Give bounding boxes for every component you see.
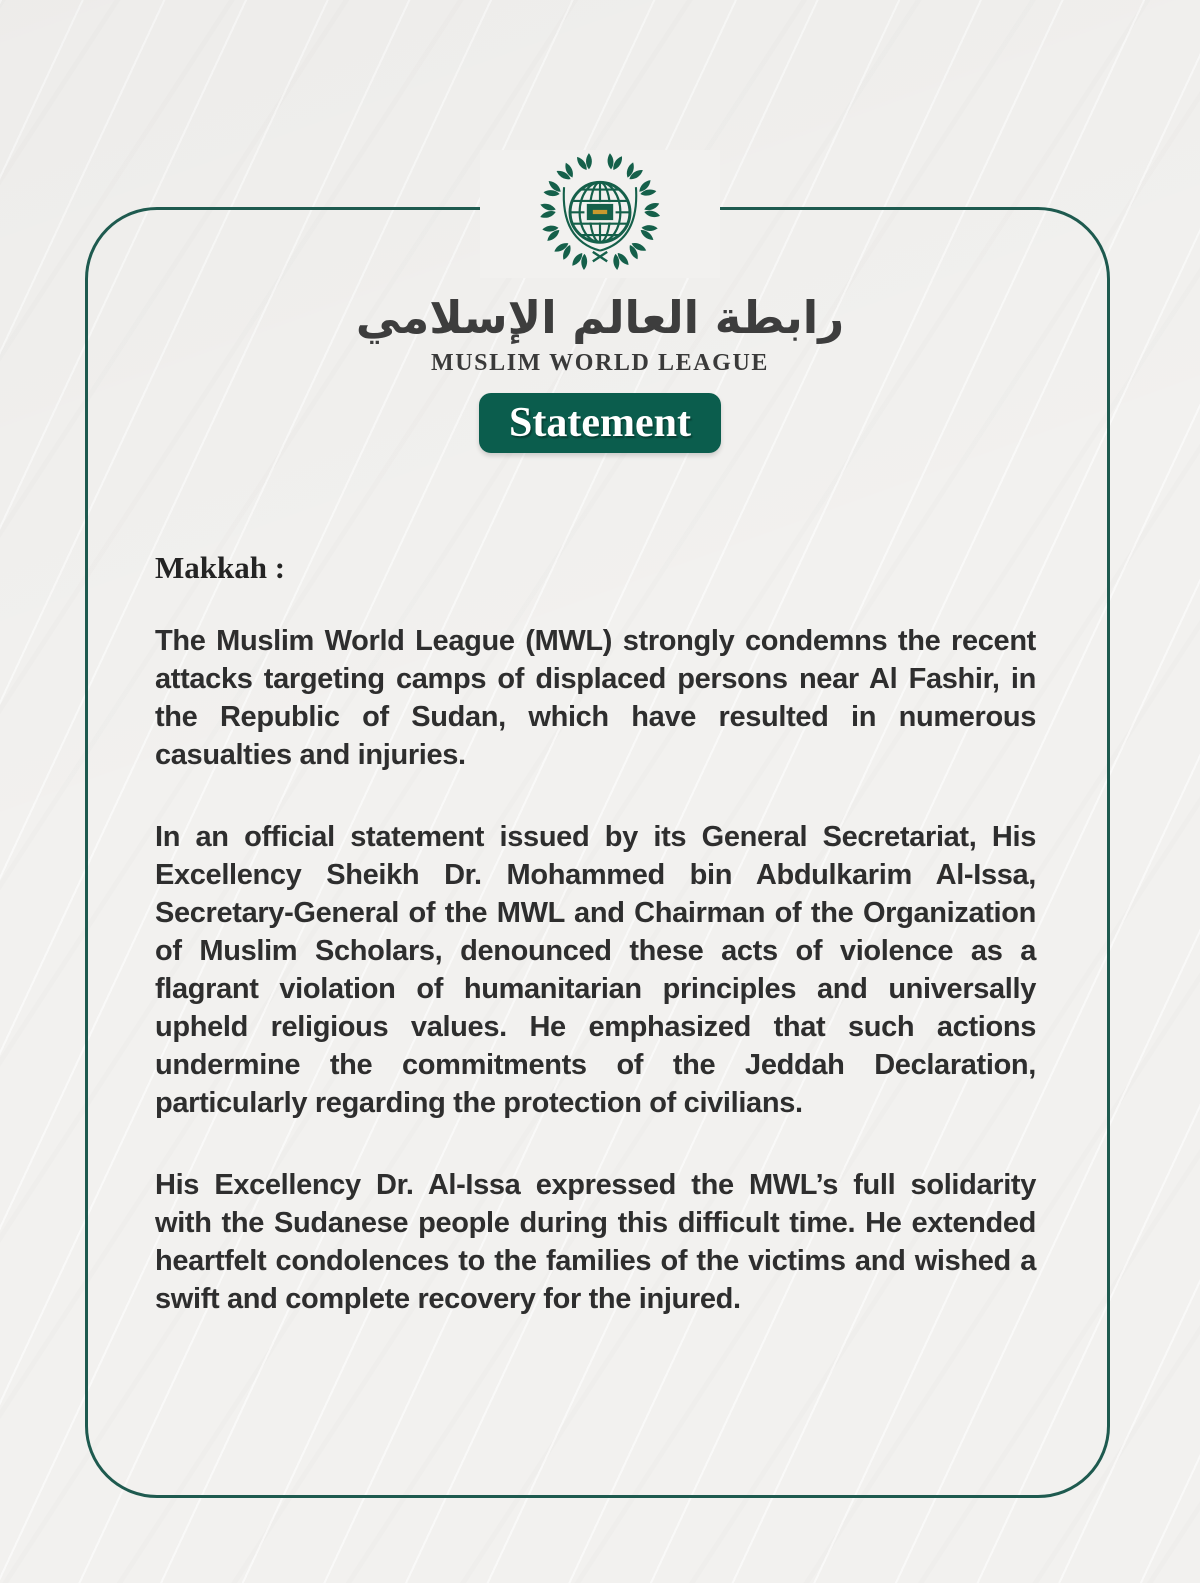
statement-body [155, 550, 1036, 1362]
mwl-arabic-name: رابطة العالم الإسلامي [355, 291, 845, 344]
mwl-logo-block [0, 150, 1200, 453]
mwl-english-name: MUSLIM WORLD LEAGUE [431, 350, 769, 377]
statement-paragraph-1: The Muslim World League (MWL) strongly condemns the recent attacks targeting camps of displaced persons near Al Fashir, in the Republic of Sudan, which have resulted in numerous casualties and injuries. [155, 625, 1036, 771]
statement-badge: Statement [479, 393, 721, 453]
statement-paragraph-2: In an official statement issued by its General Secretariat, His Excellency Sheikh Dr. Mohammed bin Abdulkarim Al-Issa, Secretary-General of the MWL and Chairman of the Organization of Muslim Scholars, denounced these acts of violence as a flagrant violation of humanitarian principles and universally upheld religious values. He emphasized that such actions undermine the commitments of the Jeddah Declaration, particularly regarding the protection of civilians. [155, 821, 1036, 1119]
mwl-logo-icon [480, 150, 720, 278]
statement-paragraph-3: His Excellency Dr. Al-Issa expressed the MWL’s full solidarity with the Sudanese people during this difficult time. He extended heartfelt condolences to the families of the victims and wished a swift and complete recovery for the injured. [155, 1169, 1036, 1315]
laurel-globe-emblem-icon [534, 150, 666, 277]
globe-icon [569, 182, 631, 242]
kaaba-icon [584, 202, 615, 222]
dateline-makkah: Makkah : [155, 550, 286, 585]
